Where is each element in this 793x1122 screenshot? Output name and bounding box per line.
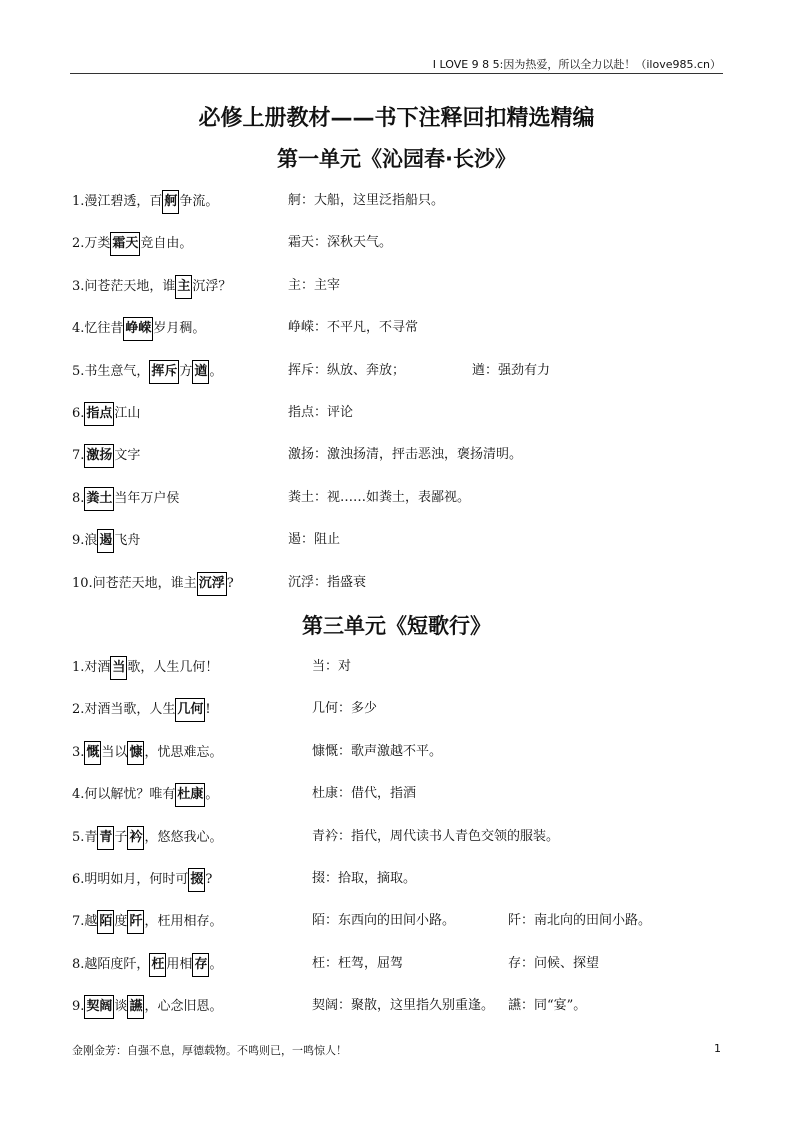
highlighted-word: 慨: [84, 741, 101, 765]
section-title: 第三单元《短歌行》: [302, 614, 491, 638]
quote-fragment: 1.对酒: [72, 660, 111, 675]
highlighted-word: 峥嵘: [123, 317, 153, 341]
quote-text: [72, 487, 179, 511]
quote-fragment: 。: [205, 787, 219, 802]
note-text: 当：对: [312, 659, 352, 674]
quote-fragment: 3.: [72, 745, 85, 760]
highlighted-word: 粪土: [84, 487, 114, 511]
quote-fragment: 方: [179, 364, 193, 379]
highlighted-word: 慷: [127, 741, 144, 765]
quote-fragment: !: [205, 702, 211, 717]
quote-text: [72, 910, 222, 934]
highlighted-word: 挥斥: [149, 360, 179, 384]
annotation-row: [72, 444, 753, 466]
annotation-row: [72, 572, 753, 594]
highlighted-word: 掇: [188, 868, 205, 892]
annotation-row: [72, 360, 753, 382]
quote-fragment: ?: [226, 576, 234, 591]
note-text: 陌：东西向的田间小路。: [312, 913, 456, 928]
annotation-row: [72, 698, 753, 720]
note-text: 主：主宰: [288, 278, 341, 293]
quote-fragment: 2.对酒当歌，人生: [72, 702, 176, 717]
annotation-row: [72, 910, 753, 932]
quote-fragment: 飞舟: [114, 533, 141, 548]
note-text: 杜康：借代，指酒: [312, 786, 417, 801]
quote-text: [72, 826, 222, 850]
page-title: 必修上册教材——书下注释回扣精选精编: [198, 106, 595, 131]
highlighted-word: 沉浮: [197, 572, 227, 596]
annotation-row: [72, 487, 753, 509]
highlighted-word: 存: [192, 953, 209, 977]
annotation-row: [72, 995, 753, 1017]
highlighted-word: 主: [175, 275, 192, 299]
annotation-row: [72, 275, 753, 297]
quote-fragment: 4.何以解忧？唯有: [72, 787, 176, 802]
quote-text: [72, 402, 140, 426]
highlighted-word: 杜康: [175, 783, 205, 807]
note-text: 青衿：指代，周代读书人青色交领的服装。: [312, 829, 560, 844]
section-title: 第一单元《沁园春·长沙》: [277, 147, 516, 171]
highlighted-word: 讌: [127, 995, 144, 1019]
quote-text: [72, 529, 140, 553]
note-text: 粪土：视……如粪土，表鄙视。: [288, 490, 471, 505]
highlighted-word: 激扬: [84, 444, 114, 468]
quote-fragment: 当年万户侯: [114, 491, 180, 506]
quote-fragment: 文字: [114, 448, 141, 463]
quote-fragment: 7.越: [72, 914, 98, 929]
annotation-row: [72, 232, 753, 254]
annotation-row: [72, 190, 753, 212]
quote-text: [72, 698, 211, 722]
quote-fragment: 度: [114, 914, 128, 929]
quote-fragment: 9.: [72, 999, 85, 1014]
quote-fragment: 5.书生意气，: [72, 364, 150, 379]
highlighted-word: 指点: [84, 402, 114, 426]
highlighted-word: 契阔: [84, 995, 114, 1019]
quote-text: [72, 232, 192, 256]
quote-fragment: 2.万类: [72, 236, 111, 251]
annotation-row: [72, 783, 753, 805]
quote-text: [72, 190, 218, 214]
note-text: 指点：评论: [288, 405, 354, 420]
note-text: 遏：阻止: [288, 532, 341, 547]
quote-text: [72, 953, 222, 977]
highlighted-word: 陌: [97, 910, 114, 934]
quote-fragment: 当以: [101, 745, 128, 760]
note-text: 沉浮：指盛衰: [288, 575, 367, 590]
highlighted-word: 衿: [127, 826, 144, 850]
note-text: 霜天：深秋天气。: [288, 235, 393, 250]
annotation-row: [72, 953, 753, 975]
quote-fragment: ，枉用相存。: [144, 914, 223, 929]
quote-text: [72, 783, 218, 807]
quote-text: [72, 741, 222, 765]
annotation-row: [72, 868, 753, 890]
quote-text: [72, 317, 205, 341]
note-text: 几何：多少: [312, 701, 378, 716]
quote-text: [72, 572, 234, 596]
note-text: 讌：同“宴”。: [508, 998, 587, 1013]
note-text: 契阔：聚散，这里指久别重逢。: [312, 998, 495, 1013]
quote-fragment: ?: [205, 872, 213, 887]
quote-fragment: 争流。: [179, 194, 219, 209]
quote-fragment: 。: [209, 957, 223, 972]
quote-fragment: 9.浪: [72, 533, 98, 548]
quote-fragment: 用相: [166, 957, 193, 972]
note-text: 阡：南北向的田间小路。: [508, 913, 652, 928]
quote-text: [72, 275, 231, 299]
quote-fragment: 。: [209, 364, 223, 379]
note-text: 峥嵘：不平凡，不寻常: [288, 320, 419, 335]
quote-fragment: 沉浮？: [192, 279, 232, 294]
quote-fragment: ，心念旧恩。: [144, 999, 223, 1014]
highlighted-word: 当: [110, 656, 127, 680]
note-text: 掇：拾取，摘取。: [312, 871, 417, 886]
highlighted-word: 舸: [162, 190, 179, 214]
header-rule: [70, 73, 723, 74]
note-text: 挥斥：纵放、奔放；: [288, 363, 406, 378]
annotation-row: [72, 656, 753, 678]
footer-motto: 金刚金芳：自强不息，厚德载物。不鸣则已，一鸣惊人！: [72, 1044, 347, 1057]
highlighted-word: 几何: [175, 698, 205, 722]
quote-fragment: 岁月稠。: [153, 321, 206, 336]
quote-text: [72, 360, 222, 384]
annotation-row: [72, 317, 753, 339]
quote-text: [72, 995, 222, 1019]
quote-fragment: 6.: [72, 406, 85, 421]
quote-fragment: 歌，人生几何！: [127, 660, 219, 675]
quote-fragment: 1.漫江碧透，百: [72, 194, 163, 209]
note-text: 舸：大船，这里泛指船只。: [288, 193, 445, 208]
note-text: 慷慨：歌声激越不平。: [312, 744, 443, 759]
quote-fragment: 竞自由。: [140, 236, 193, 251]
quote-fragment: 8.越陌度阡，: [72, 957, 150, 972]
quote-fragment: 5.青: [72, 830, 98, 845]
quote-fragment: 10.问苍茫天地，谁主: [72, 576, 197, 591]
highlighted-word: 霜天: [110, 232, 140, 256]
quote-text: [72, 656, 218, 680]
annotation-row: [72, 741, 753, 763]
quote-fragment: 6.明明如月，何时可: [72, 872, 189, 887]
annotation-row: [72, 402, 753, 424]
note-text: 存：问候、探望: [508, 956, 600, 971]
quote-fragment: 子: [114, 830, 128, 845]
header-text: I LOVE 9 8 5:因为热爱，所以全力以赴！（ilove985.cn）: [432, 58, 721, 71]
note-text: 枉：枉驾，屈驾: [312, 956, 404, 971]
note-text: 激扬：激浊扬清，抨击恶浊，褒扬清明。: [288, 447, 523, 462]
quote-text: [72, 444, 140, 468]
highlighted-word: 青: [97, 826, 114, 850]
quote-fragment: 4.忆往昔: [72, 321, 124, 336]
highlighted-word: 遏: [97, 529, 114, 553]
quote-fragment: 江山: [114, 406, 141, 421]
quote-text: [72, 868, 212, 892]
highlighted-word: 枉: [149, 953, 166, 977]
quote-fragment: 7.: [72, 448, 85, 463]
page-number: 1: [714, 1042, 721, 1055]
annotation-row: [72, 826, 753, 848]
quote-fragment: 谈: [114, 999, 128, 1014]
highlighted-word: 遒: [192, 360, 209, 384]
quote-fragment: 8.: [72, 491, 85, 506]
note-text: 遒：强劲有力: [472, 363, 551, 378]
quote-fragment: ，忧思难忘。: [144, 745, 223, 760]
quote-fragment: 3.问苍茫天地，谁: [72, 279, 176, 294]
annotation-row: [72, 529, 753, 551]
quote-fragment: ，悠悠我心。: [144, 830, 223, 845]
highlighted-word: 阡: [127, 910, 144, 934]
